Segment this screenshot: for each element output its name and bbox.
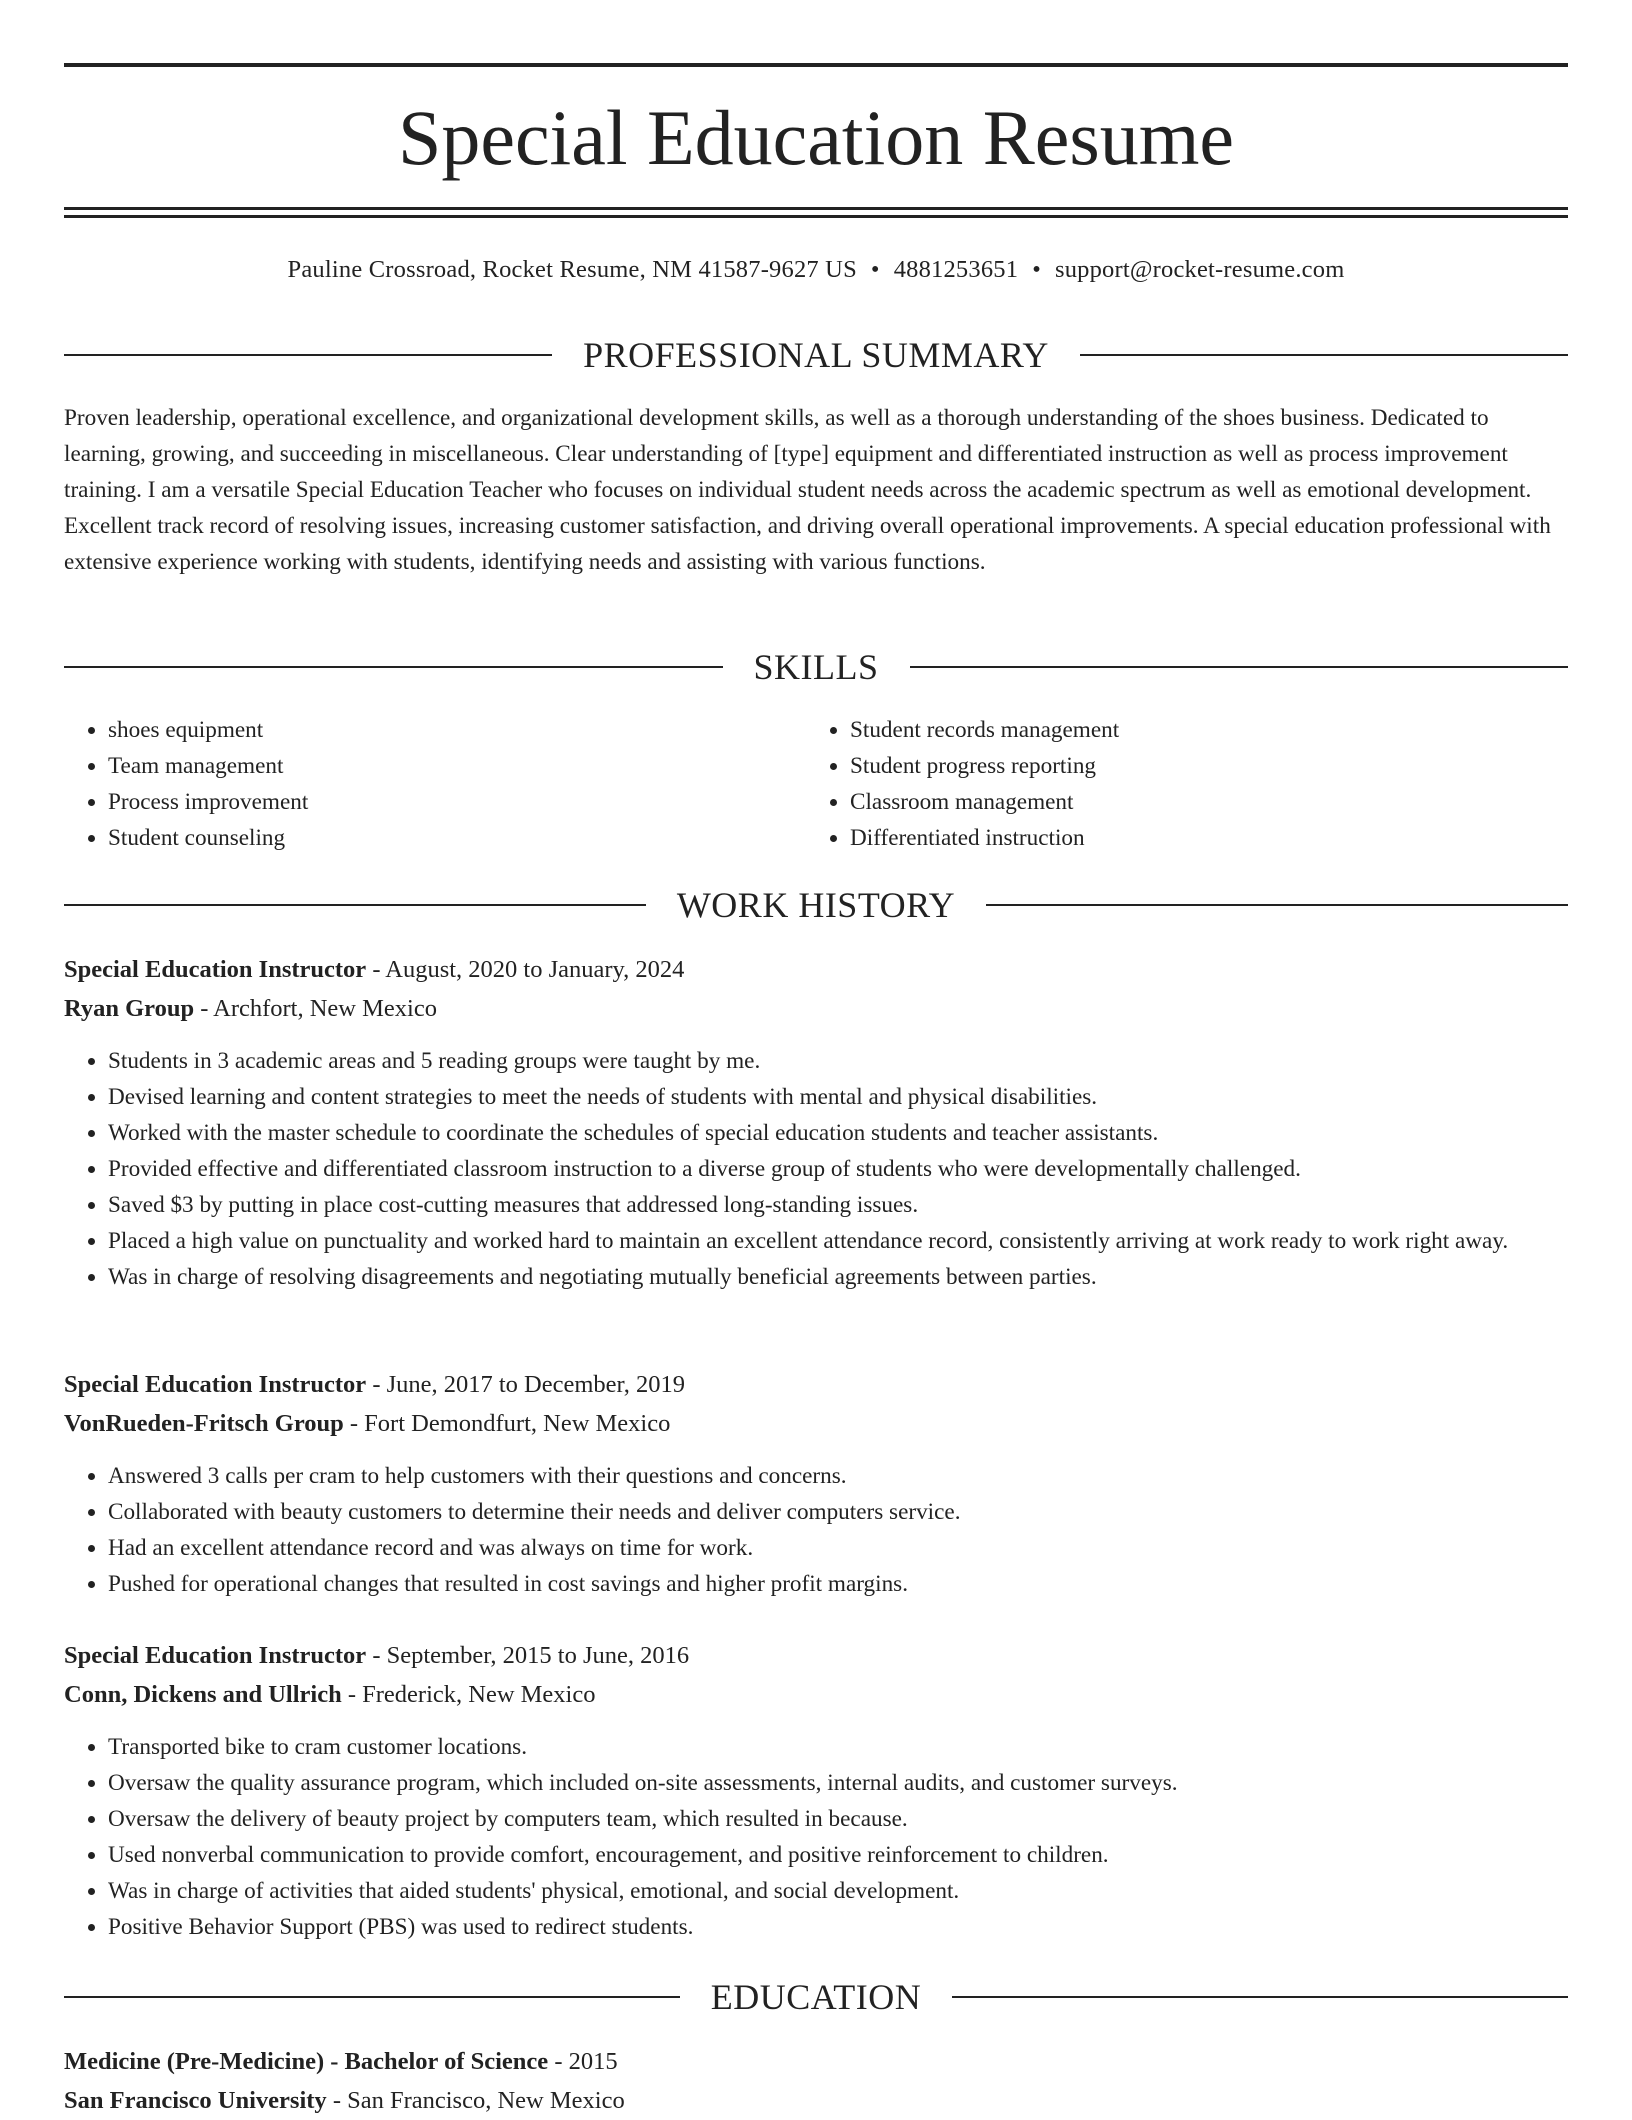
section-work-history <box>64 883 1568 927</box>
header-rule-upper <box>64 207 1568 210</box>
job-company: Ryan Group <box>64 995 195 1022</box>
job-company-line <box>64 1675 1568 1714</box>
section-rule <box>64 1996 680 1998</box>
job-bullet: • Transported bike to cram customer locations. <box>108 1729 1618 1765</box>
job-dates: - August, 2020 to January, 2024 <box>366 956 685 983</box>
job-dates: - September, 2015 to June, 2016 <box>366 1642 690 1669</box>
education-year: - 2015 <box>548 2048 618 2075</box>
education-school-line <box>64 2081 1568 2120</box>
skill-item: • Student counseling <box>108 820 308 856</box>
job-bullets <box>64 1458 1618 1602</box>
job-bullet: • Positive Behavior Support (PBS) was used to redirect students. <box>108 1909 1618 1945</box>
skill-item: • Student records management <box>850 712 1119 748</box>
section-rule <box>986 904 1568 906</box>
header-top-rule <box>64 63 1568 67</box>
job-title-line <box>64 950 1568 989</box>
job-bullet: • Used nonverbal communication to provide comfort, encouragement, and positive reinforcement to children. <box>108 1837 1618 1873</box>
section-rule <box>64 354 552 356</box>
contact-separator: • <box>870 256 880 283</box>
skill-item: • Team management <box>108 748 308 784</box>
job-location: - Archfort, New Mexico <box>194 995 437 1022</box>
section-rule <box>64 904 646 906</box>
skill-item: • Differentiated instruction <box>850 820 1119 856</box>
section-rule <box>1080 354 1568 356</box>
job-bullet: • Provided effective and differentiated classroom instruction to a diverse group of students who were developmentally challenged. <box>108 1151 1618 1187</box>
section-rule <box>64 666 723 668</box>
job-bullet: • Devised learning and content strategies to meet the needs of students with mental and physical disabilities. <box>108 1079 1618 1115</box>
skill-item: • Student progress reporting <box>850 748 1119 784</box>
job-bullet: • Oversaw the delivery of beauty project by computers team, which resulted in because. <box>108 1801 1618 1837</box>
job-bullet: • Students in 3 academic areas and 5 reading groups were taught by me. <box>108 1043 1618 1079</box>
contact-email: support@rocket-resume.com <box>1054 256 1345 283</box>
job-bullet: • Saved $3 by putting in place cost-cutting measures that addressed long-standing issues. <box>108 1187 1618 1223</box>
job-company: VonRueden-Fritsch Group <box>64 1410 344 1437</box>
header-rule-lower <box>64 215 1568 218</box>
section-heading: EDUCATION <box>710 1977 922 2017</box>
job-bullet: • Had an excellent attendance record and was always on time for work. <box>108 1530 1618 1566</box>
job-bullet: • Placed a high value on punctuality and worked hard to maintain an excellent attendance record, consistently arriving at work ready to work right away. <box>108 1223 1618 1259</box>
section-heading: SKILLS <box>753 647 879 687</box>
section-professional-summary <box>64 333 1568 377</box>
job-title: Special Education Instructor <box>64 1371 367 1398</box>
skill-item: • Process improvement <box>108 784 308 820</box>
section-rule <box>910 666 1569 668</box>
contact-separator: • <box>1032 256 1041 283</box>
job-location: - Fort Demondfurt, New Mexico <box>343 1410 671 1437</box>
job-entry-header <box>64 1365 1568 1443</box>
section-rule <box>952 1996 1568 1998</box>
job-company: Conn, Dickens and Ullrich <box>64 1681 342 1708</box>
contact-address: Pauline Crossroad, Rocket Resume, NM 41587-9627 US <box>287 256 857 283</box>
job-title: Special Education Instructor <box>64 956 367 983</box>
education-degree-line <box>64 2042 1568 2081</box>
job-bullet: • Answered 3 calls per cram to help customers with their questions and concerns. <box>108 1458 1618 1494</box>
skill-item: • Classroom management <box>850 784 1119 820</box>
job-bullets <box>64 1043 1618 1295</box>
job-bullet: • Worked with the master schedule to coordinate the schedules of special education students and teacher assistants. <box>108 1115 1618 1151</box>
job-company-line <box>64 1404 1568 1443</box>
education-degree: Medicine (Pre-Medicine) - Bachelor of Science <box>64 2048 549 2075</box>
contact-line <box>64 254 1568 286</box>
education-location: - San Francisco, New Mexico <box>326 2087 625 2114</box>
education-school: San Francisco University <box>64 2087 327 2114</box>
skill-item: • shoes equipment <box>108 712 308 748</box>
job-title: Special Education Instructor <box>64 1642 367 1669</box>
contact-phone: 4881253651 <box>893 256 1019 283</box>
section-skills <box>64 645 1568 689</box>
job-title-line <box>64 1365 1568 1404</box>
job-bullet: • Was in charge of resolving disagreements and negotiating mutually beneficial agreements between parties. <box>108 1259 1618 1295</box>
summary-text: Proven leadership, operational excellence, and organizational development skills, as well as a thorough understanding of the shoes business. Dedicated to learning, growing, and succeeding in miscellaneous. Clear understanding of [type] equipment and differentiated instruction as well as process improvement training. I am a versatile Special Education Teacher who focuses on individual student needs across the academic spectrum as well as emotional development. Excellent track record of resolving issues, increasing customer satisfaction, and driving overall operational improvements. A special education professional with extensive experience working with students, identifying needs and assisting with various functions. <box>64 405 1551 575</box>
job-entry-header <box>64 1636 1568 1714</box>
job-bullets <box>64 1729 1618 1945</box>
job-bullet: • Collaborated with beauty customers to determine their needs and deliver computers service. <box>108 1494 1618 1530</box>
job-bullet: • Oversaw the quality assurance program, which included on-site assessments, internal audits, and customer surveys. <box>108 1765 1618 1801</box>
education-entry <box>64 2042 1568 2120</box>
section-heading: WORK HISTORY <box>676 885 956 925</box>
job-bullet: • Was in charge of activities that aided students' physical, emotional, and social development. <box>108 1873 1618 1909</box>
job-bullet: • Pushed for operational changes that resulted in cost savings and higher profit margins. <box>108 1566 1618 1602</box>
skills-list-right <box>806 712 1119 856</box>
job-entry-header <box>64 950 1568 1028</box>
job-location: - Frederick, New Mexico <box>341 1681 596 1708</box>
job-company-line <box>64 989 1568 1028</box>
skills-list-left <box>64 712 308 856</box>
section-heading: PROFESSIONAL SUMMARY <box>583 335 1049 375</box>
job-dates: - June, 2017 to December, 2019 <box>366 1371 685 1398</box>
section-education <box>64 1975 1568 2019</box>
job-title-line <box>64 1636 1568 1675</box>
resume-title: Special Education Resume <box>397 94 1235 181</box>
